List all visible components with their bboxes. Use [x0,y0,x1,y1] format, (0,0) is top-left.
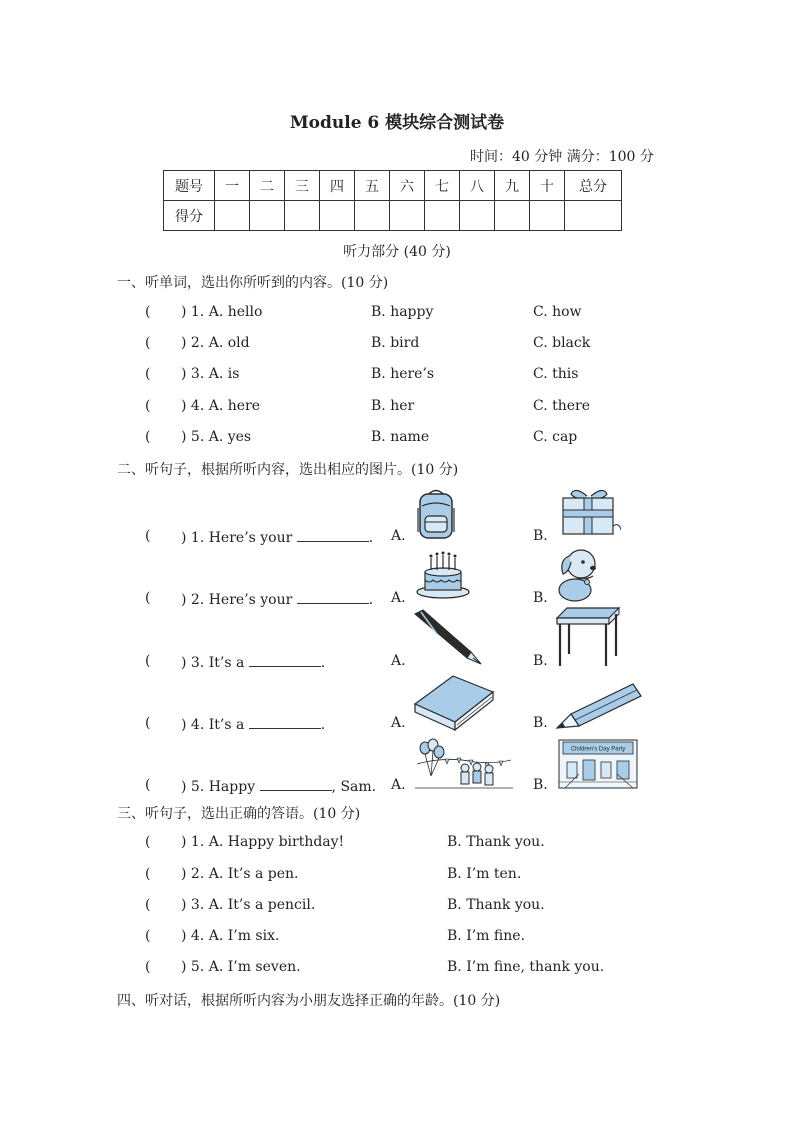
pen-image[interactable] [411,608,487,668]
s2-q2-label-a: A. [391,590,406,606]
answer-blank[interactable] [249,715,321,729]
answer-paren[interactable]: ( [145,653,151,669]
book-image[interactable] [413,672,495,732]
answer-paren[interactable]: ( [145,366,151,382]
s1-q2-option-a: ) 2. A. old [181,335,250,351]
s1-q3-option-c: C. this [533,366,579,382]
s2-q5-label-b: B. [533,777,548,793]
score-cell[interactable] [250,201,285,231]
score-header-cell: 六 [390,171,425,201]
score-header-cell: 总分 [565,171,622,201]
section1-title: 一、听单词，选出你所听到的内容。(10 分) [117,275,389,291]
party-image[interactable] [415,738,513,790]
listening-part-heading: 听力部分 (40 分) [343,244,451,260]
s1-q1-option-c: C. how [533,304,582,320]
page-title: Module 6 模块综合测试卷 [289,113,505,133]
answer-paren[interactable]: ( [145,777,151,793]
s1-q2-option-c: C. black [533,335,591,351]
answer-paren[interactable]: ( [145,715,151,731]
s2-q3-label-a: A. [391,653,406,669]
score-header-cell: 十 [530,171,565,201]
toy-dog-image[interactable] [553,546,603,604]
childrens-day-banner: Children's Day Party [570,746,626,753]
score-header-cell: 七 [425,171,460,201]
answer-paren[interactable]: ( [145,429,151,445]
s1-q4-option-b: B. her [371,398,415,414]
score-cell[interactable] [355,201,390,231]
s2-q1-label-a: A. [391,528,406,544]
s1-q5-option-b: B. name [371,429,430,445]
score-cell[interactable] [565,201,622,231]
s2-q1-sentence [181,528,373,546]
s2-q1-end: . [368,530,374,546]
score-table-header-row [164,171,622,201]
s1-q3-option-b: B. here’s [371,366,435,382]
score-cell[interactable] [425,201,460,231]
s1-q5-option-a: ) 5. A. yes [181,429,252,445]
s2-q2-sentence [181,590,373,608]
s2-q5-label-a: A. [391,777,406,793]
s2-q5-sentence [181,777,376,795]
answer-paren[interactable]: ( [145,866,151,882]
s3-q2-option-a: ) 2. A. It’s a pen. [181,866,299,882]
section3-title: 三、听句子，选出正确的答语。(10 分) [117,806,361,822]
s3-q1-option-b: B. Thank you. [447,834,545,850]
s3-q4-option-b: B. I’m fine. [447,928,525,944]
s1-q2-option-b: B. bird [371,335,420,351]
answer-blank[interactable] [297,590,369,604]
s3-q3-option-a: ) 3. A. It’s a pencil. [181,897,316,913]
answer-paren[interactable]: ( [145,590,151,606]
s3-q3-option-b: B. Thank you. [447,897,545,913]
s2-q1-text: ) 1. Here’s your [181,530,293,546]
s2-q5-text: ) 5. Happy [181,779,256,795]
s2-q4-end: . [320,717,326,733]
answer-blank[interactable] [260,777,332,791]
s3-q1-option-a: ) 1. A. Happy birthday! [181,834,345,850]
score-header-cell: 五 [355,171,390,201]
s2-q2-text: ) 2. Here’s your [181,592,293,608]
s1-q4-option-a: ) 4. A. here [181,398,261,414]
section4-title: 四、听对话，根据所听内容为小朋友选择正确的年龄。(10 分) [117,993,501,1009]
s2-q3-end: . [320,655,326,671]
score-header-cell: 题号 [164,171,215,201]
score-row-label: 得分 [164,201,215,231]
answer-paren[interactable]: ( [145,834,151,850]
time-info: 时间：40 分钟 满分：100 分 [470,149,654,165]
s2-q4-label-b: B. [533,715,548,731]
score-header-cell: 三 [285,171,320,201]
section2-title: 二、听句子，根据所听内容，选出相应的图片。(10 分) [117,462,459,478]
s3-q4-option-a: ) 4. A. I’m six. [181,928,280,944]
score-cell[interactable] [530,201,565,231]
desk-image[interactable] [555,606,621,668]
score-cell[interactable] [495,201,530,231]
s2-q4-text: ) 4. It’s a [181,717,245,733]
answer-paren[interactable]: ( [145,304,151,320]
gift-box-image[interactable] [557,486,621,536]
score-header-cell: 一 [215,171,250,201]
s3-q2-option-b: B. I’m ten. [447,866,522,882]
score-table [163,170,622,231]
birthday-cake-image[interactable] [415,550,471,600]
s1-q3-option-a: ) 3. A. is [181,366,240,382]
s1-q1-option-b: B. happy [371,304,434,320]
s1-q1-option-a: ) 1. A. hello [181,304,263,320]
answer-paren[interactable]: ( [145,959,151,975]
backpack-image[interactable] [413,486,459,542]
s1-q5-option-c: C. cap [533,429,578,445]
s2-q4-sentence [181,715,325,733]
s2-q5-end: , Sam. [331,779,377,795]
score-cell[interactable] [390,201,425,231]
s2-q2-end: . [368,592,374,608]
score-header-cell: 九 [495,171,530,201]
score-cell[interactable] [285,201,320,231]
answer-blank[interactable] [297,528,369,542]
s3-q5-option-b: B. I’m fine, thank you. [447,959,605,975]
score-header-cell: 二 [250,171,285,201]
pencil-image[interactable] [553,682,643,730]
score-header-cell: 八 [460,171,495,201]
s1-q4-option-c: C. there [533,398,591,414]
answer-paren[interactable]: ( [145,335,151,351]
s2-q3-sentence [181,653,325,671]
score-table-score-row [164,201,622,231]
answer-paren[interactable]: ( [145,928,151,944]
s2-q4-label-a: A. [391,715,406,731]
s2-q3-label-b: B. [533,653,548,669]
s2-q1-label-b: B. [533,528,548,544]
s2-q3-text: ) 3. It’s a [181,655,245,671]
score-header-cell: 四 [320,171,355,201]
answer-paren[interactable]: ( [145,398,151,414]
answer-paren[interactable]: ( [145,528,151,544]
answer-paren[interactable]: ( [145,897,151,913]
score-cell[interactable] [320,201,355,231]
score-cell[interactable] [215,201,250,231]
s2-q2-label-b: B. [533,590,548,606]
answer-blank[interactable] [249,653,321,667]
s3-q5-option-a: ) 5. A. I’m seven. [181,959,301,975]
score-cell[interactable] [460,201,495,231]
childrens-day-image[interactable] [557,736,641,790]
